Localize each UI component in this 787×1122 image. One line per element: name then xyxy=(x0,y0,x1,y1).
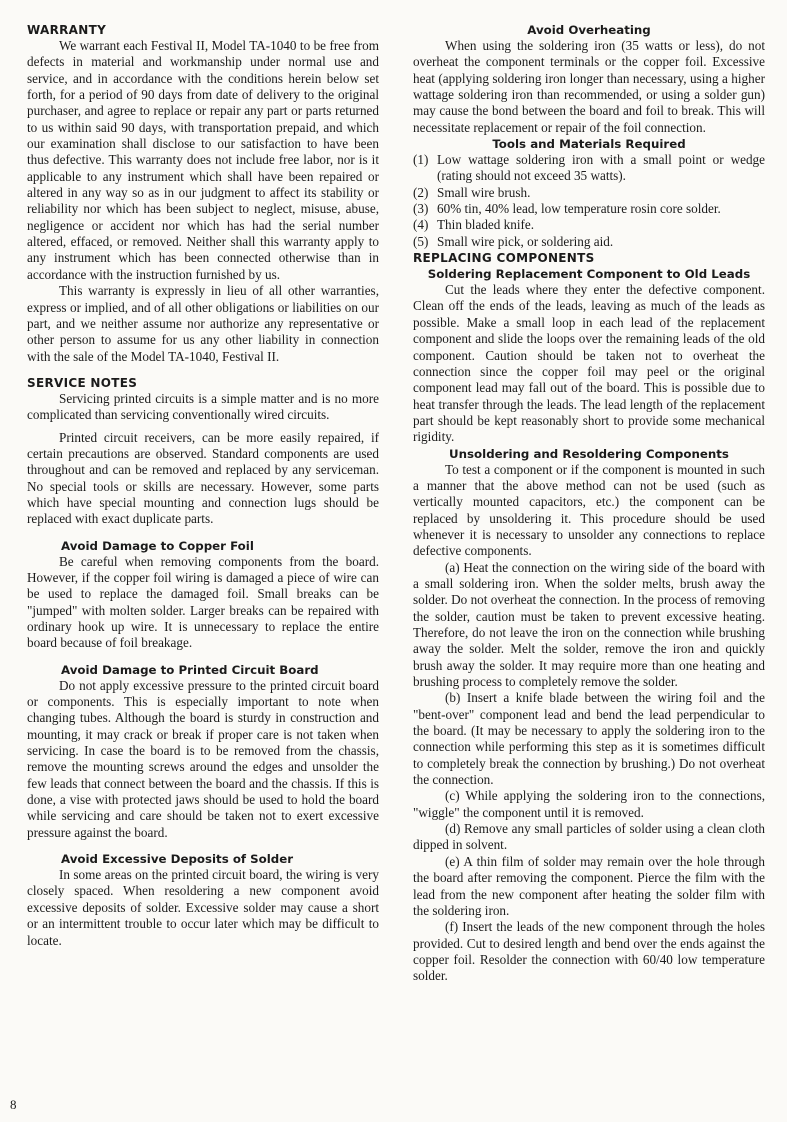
solder-deposits-paragraph: In some areas on the printed circuit board, the wiring is very closely spaced. When resoldering a new component avoid excessive deposits of solder. Excessive solder may cause a short or an intermittent trouble to occur later which may be difficult to locate. xyxy=(27,867,379,948)
warranty-paragraph-1: We warrant each Festival II, Model TA-1040 to be free from defects in material and workmanship under normal use and service, and in accordance with the conditions herein below set forth, for a period of 90 days from date of delivery to the original purchaser, and agree to replace or repair any part or parts returned to us within said 90 days, with transportation prepaid, and which our examination shall disclose to our satisfaction to have been thus defective. This warranty does not include free labor, nor is it applicable to any instrument which shall have been repaired or altered in any way so as in our judgment to affect its stability or reliability nor which has been subject to neglect, misuse, abuse, negligence or accident nor which has had the serial number altered, effaced, or removed. Neither shall this warranty apply to any instrument which has been connected otherwise than in accordance with the instruction furnished by us. xyxy=(27,38,379,282)
list-item xyxy=(413,201,765,217)
copper-foil-heading: Avoid Damage to Copper Foil xyxy=(61,538,254,553)
right-column xyxy=(413,22,765,985)
soldering-replacement-heading: Soldering Replacement Component to Old Leads xyxy=(427,267,751,282)
list-number: (5) xyxy=(413,233,429,249)
overheating-heading: Avoid Overheating xyxy=(527,23,651,37)
list-text: Thin bladed knife. xyxy=(437,217,535,233)
unsoldering-paragraph: To test a component or if the component is mounted in such a manner that the above method can not be used (such as vertically mounted capacitors, etc.) the component can be replaced by unsoldering it. This procedure should be used whenever it is necessary to unsolder any connections to replace defective components. xyxy=(413,461,765,559)
tools-heading: Tools and Materials Required xyxy=(492,137,686,152)
step-c-paragraph: (c) While applying the soldering iron to the connections, "wiggle" the component until it is removed. xyxy=(413,788,765,820)
list-number: (3) xyxy=(413,201,429,217)
list-number: (4) xyxy=(413,217,429,233)
service-paragraph-2: Printed circuit receivers, can be more easily repaired, if certain precautions are observed. Standard components are used throughout and can be removed and replaced by any serviceman. No special tools or skills are necessary. However, some parts which have special mounting and connection lugs should be replaced with exact duplicate parts. xyxy=(27,429,379,527)
left-column xyxy=(27,22,379,949)
list-text: Small wire pick, or soldering aid. xyxy=(437,233,614,249)
list-text: Low wattage soldering iron with a small point or wedge (rating should not exceed 35 watts). xyxy=(437,152,765,184)
list-text: 60% tin, 40% lead, low temperature rosin core solder. xyxy=(437,201,721,217)
service-notes-heading: SERVICE NOTES xyxy=(27,375,138,390)
list-item xyxy=(413,185,765,201)
solder-deposits-heading: Avoid Excessive Deposits of Solder xyxy=(61,852,294,867)
overheating-paragraph: When using the soldering iron (35 watts or less), do not overheat the component terminals or the copper foil. Excessive heat (applying soldering iron longer than necessary, using a higher wattage soldering iron than recommended, or using a solder gun) may cause the bond between the board and foil to break. This will necessitate replacement or repair of the foil connection. xyxy=(413,38,765,135)
list-item xyxy=(413,234,765,250)
list-number: (1) xyxy=(413,152,429,168)
replacing-components-heading: REPLACING COMPONENTS xyxy=(413,251,595,266)
list-item xyxy=(413,217,765,233)
step-d-paragraph: (d) Remove any small particles of solder using a clean cloth dipped in solvent. xyxy=(413,821,765,853)
step-a-paragraph: (a) Heat the connection on the wiring side of the board with a small soldering iron. When the solder melts, brush away the solder. Do not overheat the connection. In the process of removing the solder, caution must be taken to prevent excessive heating. Therefore, do not leave the iron on the connection while brushing away the solder. Melt the solder, remove the iron and quickly brush away the solder. It may require more than one heating and brushing process to completely remove the solder. xyxy=(413,559,765,690)
circuit-board-paragraph: Do not apply excessive pressure to the printed circuit board or components. This is especially important to note when changing tubes. Although the board is sturdy in construction and mounting, it may crack or break if proper care is not taken when servicing. In case the board is to be removed from the chassis, remove the mounting screws around the edges and unsolder the few leads that connect between the board and the chassis. If this is done, a vise with protected jaws should be used to hold the board while servicing and care should be taken not to exert excessive pressure against the board. xyxy=(27,677,379,840)
copper-foil-paragraph: Be careful when removing components from the board. However, if the copper foil wiring is damaged a piece of wire can be used to replace the damaged foil. Small breaks can be "jumped" with molten solder. Larger breaks can be repaired with ordinary hook up wire. It is unnecessary to replace the entire board because of foil breakage. xyxy=(27,553,379,651)
step-b-paragraph: (b) Insert a knife blade between the wiring foil and the "bent-over" component lead and bend the lead perpendicular to the board. (It may be necessary to apply the soldering iron to the connection while performing this step as it is sometimes difficult to completely break the connection by brushing.) Do not overheat the connection. xyxy=(413,690,765,788)
warranty-paragraph-2: This warranty is expressly in lieu of all other warranties, express or implied, and of all other obligations or liabilities on our part, and we neither assume nor authorize any representative or other person to assume for us any other liability in connection with the sale of the Model TA-1040, Festival II. xyxy=(27,283,379,364)
list-number: (2) xyxy=(413,184,429,200)
tools-list xyxy=(413,152,765,250)
list-item xyxy=(413,152,765,185)
service-paragraph-1: Servicing printed circuits is a simple matter and is no more complicated than servicing conventionally wired circuits. xyxy=(27,390,379,423)
page-number: 8 xyxy=(10,1097,17,1112)
warranty-heading: WARRANTY xyxy=(27,23,107,37)
circuit-board-heading: Avoid Damage to Printed Circuit Board xyxy=(61,662,319,677)
soldering-replacement-paragraph: Cut the leads where they enter the defective component. Clean off the ends of the leads, leaving as much of the leads as possible. Make a small loop in each lead of the replacement component and slide the loops over the remaining leads of the old component. Caution should be taken not to overheat the connection since the copper foil may peel or the original component lead may fall out of the board. This is possible due to heat transfer through the leads. The lead length of the replacement part should be kept reasonably short to provide some mechanical rigidity. xyxy=(413,282,765,445)
list-text: Small wire brush. xyxy=(437,184,531,200)
unsoldering-heading: Unsoldering and Resoldering Components xyxy=(449,446,729,461)
step-f-paragraph: (f) Insert the leads of the new component through the holes provided. Cut to desired length and bend over the ends against the copper foil. Resolder the connection with 60/40 low temperature solder. xyxy=(413,919,765,984)
step-e-paragraph: (e) A thin film of solder may remain over the hole through the board after removing the component. Pierce the film with the lead from the new component after heating the solder film with the soldering iron. xyxy=(413,853,765,918)
